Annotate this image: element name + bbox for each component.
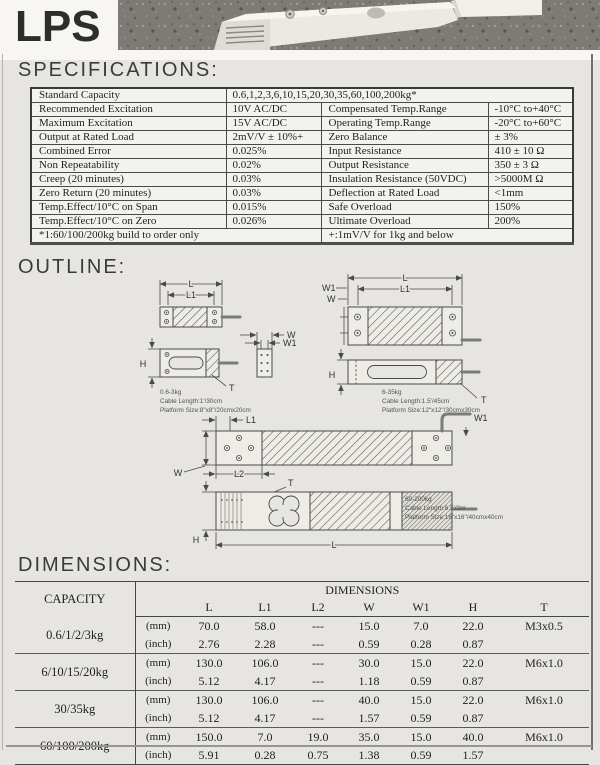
- dim-cell: 4.17: [254, 711, 276, 725]
- drawing-caption-line: Cable Length:6.5'/2m: [405, 505, 466, 512]
- dim-cell: ---: [312, 711, 324, 725]
- dimension-label-L: L: [402, 273, 408, 283]
- spec-value: -20°C to+60°C: [488, 117, 573, 131]
- dim-cell: 0.75: [307, 748, 329, 762]
- product-photo: [118, 0, 600, 50]
- dim-cell: 0.28: [254, 748, 276, 762]
- dim-cell: M6x1.0: [499, 654, 589, 673]
- dim-cell: 30.0: [343, 654, 395, 673]
- dim-cell: 5.12: [198, 711, 220, 725]
- drawing-caption-line: 0.6-3kg: [160, 389, 182, 396]
- dim-cell: 0.59: [410, 711, 432, 725]
- spec-label: Temp.Effect/10°C on Zero: [31, 215, 226, 229]
- section-title-specifications: SPECIFICATIONS:: [18, 59, 219, 81]
- dimension-label-T: T: [481, 395, 487, 405]
- drawing-caption-line: 60-200kg: [405, 496, 432, 503]
- spec-row: [31, 173, 573, 187]
- spec-label: Zero Return (20 minutes): [31, 187, 226, 201]
- outline-drawing-small: [140, 279, 297, 414]
- dim-cell: 0.59: [410, 674, 432, 688]
- spec-footnote-right: +:1mV/V for 1kg and below: [321, 229, 573, 244]
- spec-label: Recommended Excitation: [31, 103, 226, 117]
- spec-value: <1mm: [488, 187, 573, 201]
- spec-value: 0.015%: [226, 201, 321, 215]
- table-row: [15, 617, 589, 636]
- spec-row: [31, 145, 573, 159]
- capacity-cell: 30/35kg: [15, 691, 135, 728]
- section-title-dimensions: DIMENSIONS:: [18, 554, 173, 576]
- spec-label: Maximum Excitation: [31, 117, 226, 131]
- dim-cell: 15.0: [395, 691, 447, 710]
- capacity-cell: 0.6/1/2/3kg: [15, 617, 135, 654]
- table-row: [15, 654, 589, 673]
- spec-value: 410 ± 10 Ω: [488, 145, 573, 159]
- unit-label: (inch): [145, 712, 172, 724]
- dim-cell: [499, 709, 589, 728]
- spec-value: 0.02%: [226, 159, 321, 173]
- column-header: W: [343, 599, 395, 617]
- spec-label: Deflection at Rated Load: [321, 187, 488, 201]
- dimension-label-L1: L1: [185, 290, 197, 300]
- dim-cell: 0.28: [410, 637, 432, 651]
- dim-cell: 1.57: [462, 748, 484, 762]
- spec-value: 0.026%: [226, 215, 321, 229]
- dimensions-group-header: DIMENSIONS: [325, 583, 400, 597]
- dim-cell: ---: [312, 674, 324, 688]
- spec-row: [31, 201, 573, 215]
- specifications-table: [30, 87, 574, 245]
- drawing-caption-line: Cable Length:1.5'/45cm: [382, 398, 450, 405]
- spec-value: 2mV/V ± 10%+: [226, 131, 321, 145]
- dimension-label-L: L: [331, 540, 337, 550]
- dim-cell: M6x1.0: [499, 728, 589, 747]
- dim-cell: 5.12: [198, 674, 220, 688]
- dim-cell: 5.91: [198, 748, 220, 762]
- spec-footnote-row: [31, 229, 573, 244]
- dimension-label-W1: W1: [283, 338, 297, 348]
- unit-header: [135, 599, 181, 617]
- dim-cell: 130.0: [181, 654, 237, 673]
- dim-cell: 70.0: [198, 619, 220, 633]
- column-header: H: [447, 599, 499, 617]
- spec-row: [31, 131, 573, 145]
- dim-cell: 15.0: [395, 728, 447, 747]
- dim-cell: 1.18: [358, 674, 380, 688]
- dim-cell: 15.0: [395, 654, 447, 673]
- dimensions-header-row: [15, 582, 589, 600]
- outline-drawing-large: [174, 413, 503, 550]
- unit-label: (mm): [135, 691, 181, 710]
- spec-value: 0.03%: [226, 173, 321, 187]
- unit-label: (mm): [135, 728, 181, 747]
- unit-label: (inch): [145, 749, 172, 761]
- column-header: L: [181, 599, 237, 617]
- section-title-outline: OUTLINE:: [18, 256, 127, 278]
- dim-cell: 4.17: [254, 674, 276, 688]
- dimension-label-W: W: [173, 468, 183, 478]
- spec-value: 0.03%: [226, 187, 321, 201]
- dim-cell: M3x0.5: [525, 619, 563, 633]
- dim-cell: 0.59: [358, 637, 380, 651]
- dim-cell: ---: [312, 637, 324, 651]
- brand-logo: LPS: [15, 2, 101, 51]
- spec-label: Standard Capacity: [31, 88, 226, 103]
- column-header: W1: [395, 599, 447, 617]
- drawing-caption-line: Platform Size:16"x16"/40cmx40cm: [405, 514, 503, 521]
- spec-label: Creep (20 minutes): [31, 173, 226, 187]
- dim-cell: ---: [312, 619, 324, 633]
- dim-cell: 2.28: [254, 637, 276, 651]
- dimension-label-H: H: [328, 370, 336, 380]
- outline-drawing-medium: [322, 273, 487, 414]
- spec-value: ± 3%: [488, 131, 573, 145]
- dim-cell: 0.59: [410, 748, 432, 762]
- spec-label: Output Resistance: [321, 159, 488, 173]
- dim-cell: 22.0: [462, 619, 484, 633]
- dimension-label-H: H: [192, 535, 200, 545]
- dimension-label-T: T: [288, 478, 294, 488]
- dim-cell: 0.87: [462, 674, 484, 688]
- spec-value: 0.025%: [226, 145, 321, 159]
- spec-label: Safe Overload: [321, 201, 488, 215]
- column-header: L1: [237, 599, 293, 617]
- spec-row: [31, 187, 573, 201]
- dim-cell: [499, 635, 589, 654]
- table-row: [15, 691, 589, 710]
- dimension-label-L: L: [188, 279, 194, 289]
- dimension-label-L1: L1: [399, 284, 411, 294]
- column-header: L2: [293, 599, 343, 617]
- dim-cell: 22.0: [447, 691, 499, 710]
- dim-cell: 106.0: [237, 691, 293, 710]
- column-header: T: [499, 599, 589, 617]
- spec-label: Insulation Resistance (50VDC): [321, 173, 488, 187]
- spec-row: [31, 117, 573, 131]
- dimension-label-W1: W1: [474, 413, 488, 423]
- dim-cell: 106.0: [237, 654, 293, 673]
- spec-label: Non Repeatability: [31, 159, 226, 173]
- unit-label: (mm): [135, 654, 181, 673]
- spec-value: >5000M Ω: [488, 173, 573, 187]
- dimension-label-L1: L1: [246, 415, 257, 425]
- spec-row: [31, 159, 573, 173]
- spec-value: 10V AC/DC: [226, 103, 321, 117]
- spec-label: Combined Error: [31, 145, 226, 159]
- dimension-label-L2: L2: [233, 469, 245, 479]
- drawing-caption-line: Platform Size:12"x12"/30cmx30cm: [382, 407, 480, 414]
- unit-label: (inch): [145, 675, 172, 687]
- dim-cell: 15.0: [358, 619, 380, 633]
- dim-cell: 1.57: [358, 711, 380, 725]
- table-row: [15, 728, 589, 747]
- spec-footnote-left: *1:60/100/200kg build to order only: [31, 229, 321, 244]
- dim-cell: 0.87: [462, 637, 484, 651]
- dimension-label-W1: W1: [322, 283, 336, 293]
- spec-value: 350 ± 3 Ω: [488, 159, 573, 173]
- spec-value: 150%: [488, 201, 573, 215]
- dim-cell: 19.0: [293, 728, 343, 747]
- spec-value: 15V AC/DC: [226, 117, 321, 131]
- spec-label: Input Resistance: [321, 145, 488, 159]
- outline-drawings: [0, 272, 600, 557]
- dimension-label-W: W: [287, 330, 296, 340]
- dim-cell: 130.0: [181, 691, 237, 710]
- drawing-caption-line: Cable Length:1'/30cm: [160, 398, 222, 405]
- weight-block-graphic: [455, 0, 542, 17]
- spec-row: [31, 103, 573, 117]
- dim-cell: 1.38: [358, 748, 380, 762]
- dim-cell: [499, 746, 589, 765]
- dimensions-table: [15, 581, 589, 765]
- spec-value: 200%: [488, 215, 573, 229]
- spec-value: -10°C to+40°C: [488, 103, 573, 117]
- spec-row: [31, 215, 573, 229]
- dim-cell: 0.87: [462, 711, 484, 725]
- spec-label: Output at Rated Load: [31, 131, 226, 145]
- dim-cell: 22.0: [447, 654, 499, 673]
- spec-value: 0.6,1,2,3,6,10,15,20,30,35,60,100,200kg*: [226, 88, 573, 103]
- dim-cell: M6x1.0: [499, 691, 589, 710]
- dim-cell: ---: [293, 691, 343, 710]
- spec-label: Zero Balance: [321, 131, 488, 145]
- drawing-caption-line: 6-35kg: [382, 389, 402, 396]
- spec-label: Temp.Effect/10°C on Span: [31, 201, 226, 215]
- dim-cell: 2.76: [198, 637, 220, 651]
- dimension-label-H: H: [139, 359, 147, 369]
- dim-cell: 150.0: [181, 728, 237, 747]
- spec-label: Compensated Temp.Range: [321, 103, 488, 117]
- capacity-header: CAPACITY: [15, 582, 135, 617]
- dim-cell: 7.0: [413, 619, 429, 633]
- dim-cell: ---: [293, 654, 343, 673]
- dim-cell: 7.0: [237, 728, 293, 747]
- spec-label: Operating Temp.Range: [321, 117, 488, 131]
- page-right-edge: [591, 54, 593, 750]
- page-bottom-edge: [6, 745, 592, 747]
- unit-label: (mm): [146, 620, 171, 632]
- dimension-label-W: W: [327, 294, 336, 304]
- dimension-label-T: T: [229, 383, 235, 393]
- drawing-caption-line: Platform Size:8"x8"/20cmx20cm: [160, 407, 251, 414]
- page-left-edge: [2, 54, 3, 750]
- dim-cell: 40.0: [447, 728, 499, 747]
- spec-row: [31, 88, 573, 103]
- spec-label: Ultimate Overload: [321, 215, 488, 229]
- capacity-cell: 6/10/15/20kg: [15, 654, 135, 691]
- dim-cell: [499, 672, 589, 691]
- dim-cell: 35.0: [343, 728, 395, 747]
- dim-cell: 58.0: [254, 619, 276, 633]
- dim-cell: 40.0: [343, 691, 395, 710]
- unit-label: (inch): [145, 638, 172, 650]
